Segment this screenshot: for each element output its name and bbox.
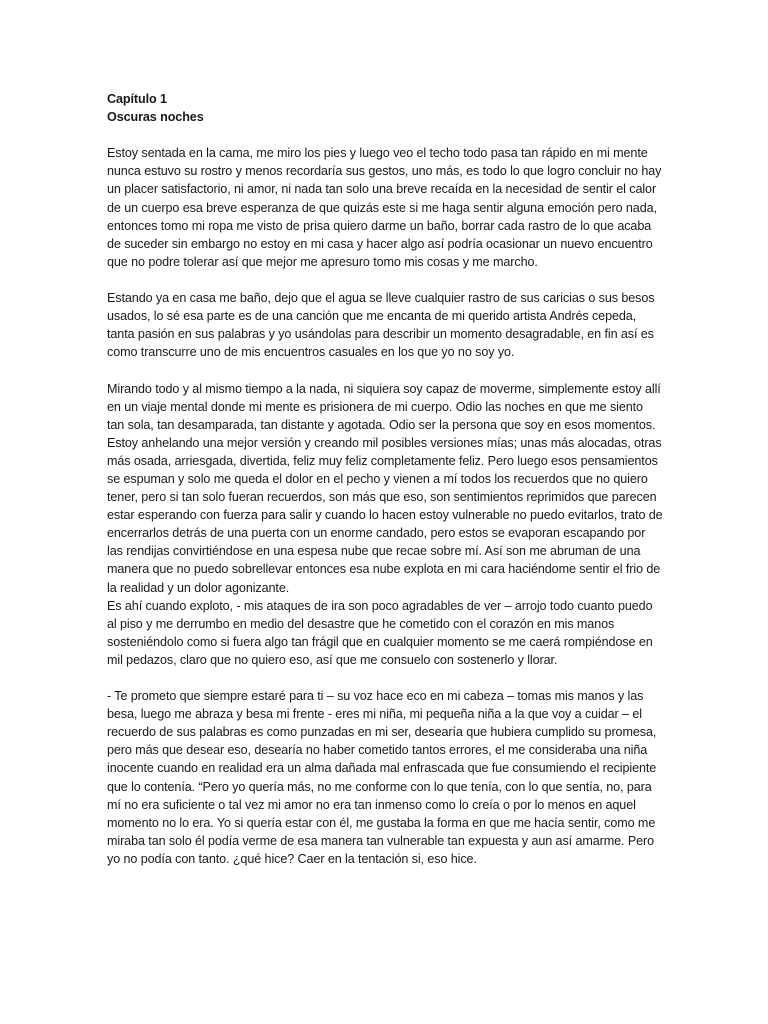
paragraph-1: Estoy sentada en la cama, me miro los pies y luego veo el techo todo pasa tan rápido en mi mente nunca estuvo su rostro y menos recordaría sus gestos, uno más, es todo lo que logro concluir no hay un placer satisfactorio, ni amor, ni nada tan solo una breve recaída en la necesidad de sentir el calor de un cuerpo esa breve esperanza de que quizás este si me haga sentir alguna emoción pero nada, entonces tomo mi ropa me visto de prisa quiero darme un baño, borrar cada rastro de lo que acaba de suceder sin embargo no estoy en mi casa y hacer algo así podría ocasionar un nuevo encuentro que no podre tolerar así que mejor me apresuro tomo mis cosas y me marcho. xyxy=(107,146,662,269)
paragraph-5: - Te prometo que siempre estaré para ti – su voz hace eco en mi cabeza – tomas mis manos y las besa, luego me abraza y besa mi frente - eres mi niña, mi pequeña niña a la que voy a cuidar – el recuerdo de sus palabras es como punzadas en mi ser, desearía que hubiera cumplido su promesa, pero más que desear eso, desearía no haber cometido tantos errores, el me consideraba una niña inocente cuando en realidad era un alma dañada mal enfrascada que fue consumiendo el recipiente que lo contenía. “Pero yo quería más, no me conforme con lo que tenía, con lo que sentía, no, para mí no era suficiente o tal vez mi amor no era tan inmenso como lo creía o por lo menos en aquel momento no lo era. Yo si quería estar con él, me gustaba la forma en que me hacía sentir, como me miraba tan solo él podía verme de esa manera tan vulnerable tan expuesta y aun así amarme. Pero yo no podía con tanto. ¿qué hice? Caer en la tentación si, eso hice. xyxy=(107,689,657,866)
chapter-title: Oscuras noches xyxy=(107,110,204,125)
paragraph-4: Es ahí cuando exploto, - mis ataques de ira son poco agradables de ver – arrojo todo cuanto puedo al piso y me derrumbo en medio del desastre que he cometido con el corazón en mis manos sosteniéndolo como si fuera algo tan frágil que en cualquier momento se me caerá rompiéndose en mil pedazos, claro que no quiero eso, así que me consuelo con sostenerlo y llorar. xyxy=(107,598,653,667)
chapter-label: Capítulo 1 xyxy=(107,92,167,106)
paragraph-2: Estando ya en casa me baño, dejo que el agua se lleve cualquier rastro de sus caricias o sus besos usados, lo sé esa parte es de una canción que me encanta de mi querido artista Andrés cepeda, tanta pasión en sus palabras y yo usándolas para describir un momento desagradable, en fin así es como transcurre uno de mis encuentros casuales en los que yo no soy yo. xyxy=(107,291,655,360)
document-body xyxy=(107,90,663,886)
paragraph-3: Mirando todo y al mismo tiempo a la nada, ni siquiera soy capaz de moverme, simplemente estoy allí en un viaje mental donde mi mente es prisionera de mi cuerpo. Odio las noches en que me siento tan sola, tan desamparada, tan distante y agotada. Odio ser la persona que soy en esos momentos. Estoy anhelando una mejor versión y creando mil posibles versiones mías; unas más alocadas, otras más osada, arriesgada, divertida, feliz muy feliz completamente feliz. Pero luego esos pensamientos se espuman y solo me queda el dolor en el pecho y vienen a mí todos los recuerdos que no quiero tener, pero si tan solo fueran recuerdos, son más que eso, son sentimientos reprimidos que parecen estar esperando con fuerza para salir y cuando lo hacen estoy vulnerable no puedo evitarlos, trato de encerrarlos detrás de una puerta con un enorme candado, pero estos se evaporan escapando por las rendijas convirtiéndose en una espesa nube que recae sobre mí. Así son me abruman de una manera que no puedo sobrellevar entonces esa nube explota en mi cara haciéndome sentir el frio de la realidad y un dolor agonizante. xyxy=(107,381,663,595)
